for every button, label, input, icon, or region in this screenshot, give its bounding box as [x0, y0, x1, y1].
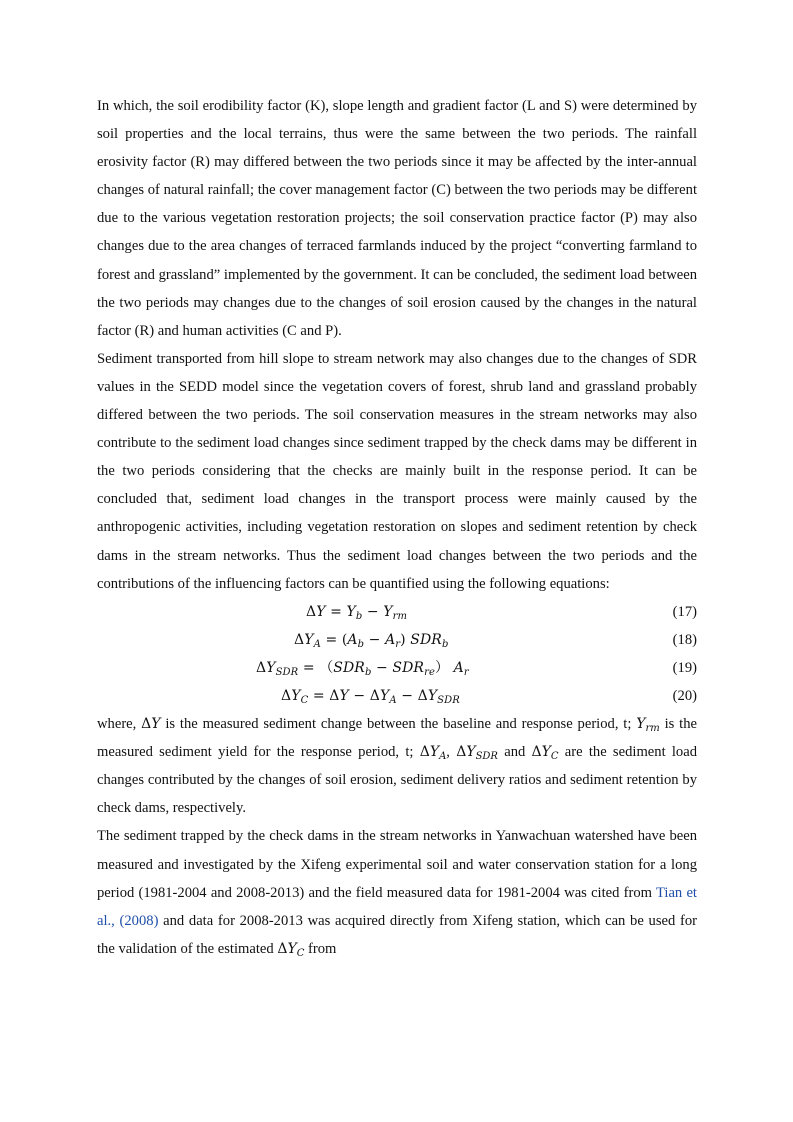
paragraph-variable-definitions: where, ΔY is the measured sediment change between the baseline and response period, t; $Y_{rm}$ is the measured sediment yield for the response period, t; $\Delta Y_A$, $\Delta Y_{SDR}$ and $\Delta Y_C$ are the sediment load changes contributed by the changes of soil erosion, sediment delivery ratios and sediment retention by check dams, respectively. [97, 716, 697, 817]
document-page [97, 92, 697, 963]
equation-18-number: (18) [672, 631, 697, 648]
equation-19-body: $\Delta Y_{SDR} = (SDR_b - SDR_{re})$ $A_r$ [256, 659, 469, 678]
equation-19 [97, 654, 697, 682]
paragraph-check-dam-data: The sediment trapped by the check dams in the stream networks in Yanwachuan watershed have been measured and investigated by the Xifeng experimental soil and water conservation station for a long period (1981-2004 and 2008-2013) and the field measured data for 1981-2004 was cited from Tian et al., (2008) and data for 2008-2013 was acquired directly from Xifeng station, which can be used for the validation of the estimated $\Delta Y_C$ from [97, 828, 697, 959]
equation-20-body: $\Delta Y_C = \Delta Y - \Delta Y_A - \Delta Y_{SDR}$ [281, 687, 460, 706]
equation-20-number: (20) [672, 687, 697, 704]
equation-17-number: (17) [672, 603, 697, 620]
paragraph-sediment-transport: Sediment transported from hill slope to stream network may also changes due to the changes of SDR values in the SEDD model since the vegetation covers of forest, shrub land and grassland probably differed between the two periods. The soil conservation measures in the stream networks may also contribute to the sediment load changes since sediment trapped by the check dams may be different in the two periods considering that the checks are mainly built in the response period. It can be concluded that, sediment load changes in the transport process were mainly caused by the anthropogenic activities, including vegetation restoration on slopes and sediment retention by check dams in the stream networks. Thus the sediment load changes between the two periods and the contributions of the influencing factors can be quantified using the following equations: [97, 350, 697, 592]
equation-18 [97, 626, 697, 654]
equation-20 [97, 682, 697, 710]
equation-17-body: $\Delta Y = Y_b - Y_{rm}$ [306, 603, 408, 622]
paragraph-factor-description: In which, the soil erodibility factor (K), slope length and gradient factor (L and S) were determined by soil properties and the local terrains, thus were the same between the two periods. The rainfall erosivity factor (R) may differed between the two periods since it may be affected by the inter-annual changes of natural rainfall; the cover management factor (C) between the two periods may be different due to the various vegetation restoration projects; the soil conservation practice factor (P) may also changes due to the area changes of terraced farmlands induced by the project “converting farmland to forest and grassland” implemented by the government. It can be concluded, the sediment load between the two periods may changes due to the changes of soil erosion caused by the changes in the natural factor (R) and human activities (C and P). [97, 98, 697, 339]
citation-link-tian-2008[interactable]: Tian et al., (2008) [97, 884, 697, 929]
equation-19-number: (19) [672, 659, 697, 676]
equation-18-body: $\Delta Y_A = (A_b - A_r)$ $SDR_b$ [294, 631, 449, 650]
equation-17 [97, 598, 697, 626]
